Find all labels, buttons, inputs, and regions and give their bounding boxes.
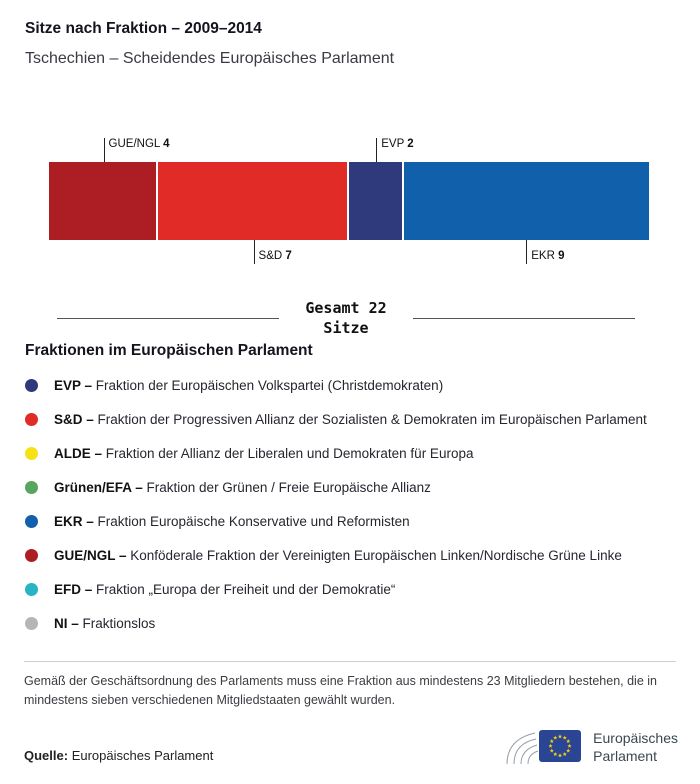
legend-label: S&D – Fraktion der Progressiven Allianz der Sozialisten & Demokraten im Europäischen Parlament <box>54 411 647 427</box>
label-connector <box>526 240 527 264</box>
legend-label: ALDE – Fraktion der Allianz der Liberalen und Demokraten für Europa <box>54 445 474 461</box>
legend-item <box>25 504 685 538</box>
page-subtitle: Tschechien – Scheidendes Europäisches Parlament <box>25 50 395 67</box>
legend-label: EKR – Fraktion Europäische Konservative und Reformisten <box>54 513 410 529</box>
legend-item <box>25 538 685 572</box>
legend-dot <box>25 583 38 596</box>
legend-item <box>25 572 685 606</box>
segment-label: EKR 9 <box>531 250 565 262</box>
segment-label: S&D 7 <box>258 250 292 262</box>
label-connector <box>254 240 255 264</box>
bar-segment-evp[interactable] <box>349 162 404 240</box>
legend-dot <box>25 549 38 562</box>
label-connector <box>376 138 377 162</box>
segment-label: GUE/NGL 4 <box>108 138 170 150</box>
legend-dot <box>25 515 38 528</box>
divider-line-right <box>413 318 635 319</box>
legend-dot <box>25 447 38 460</box>
legend-item <box>25 436 685 470</box>
legend-label: NI – Fraktionslos <box>54 615 156 631</box>
legend-item <box>25 606 685 640</box>
bar-segment-ekr[interactable] <box>404 162 649 240</box>
source-line <box>24 748 213 763</box>
legend-list <box>25 368 685 640</box>
legend-dot <box>25 413 38 426</box>
source-text: Europäisches Parlament <box>71 748 214 763</box>
legend-label: EVP – Fraktion der Europäischen Volkspartei (Christdemokraten) <box>54 377 444 393</box>
logo-text <box>593 729 678 765</box>
segment-label: EVP 2 <box>381 138 414 150</box>
total-seats-line1: Gesamt 22 <box>305 299 387 317</box>
legend-item <box>25 368 685 402</box>
bar-segment-gue-ngl[interactable] <box>49 162 158 240</box>
ep-logo <box>505 726 678 768</box>
legend-dot <box>25 379 38 392</box>
total-seats-line2: Sitze <box>323 319 369 338</box>
chart-area <box>49 124 649 276</box>
label-connector <box>104 138 105 162</box>
legend-item <box>25 402 685 436</box>
hemicycle-arcs-icon <box>507 733 538 764</box>
logo-text-line1: Europäisches <box>593 729 678 746</box>
total-seats-block <box>25 298 675 339</box>
legend-label: Grünen/EFA – Fraktion der Grünen / Freie Europäische Allianz <box>54 479 431 495</box>
legend-label: EFD – Fraktion „Europa der Freiheit und der Demokratie“ <box>54 581 396 597</box>
stacked-bar <box>49 162 649 240</box>
legend-dot <box>25 481 38 494</box>
eu-flag-icon <box>505 726 585 768</box>
total-seats-label <box>279 298 412 339</box>
legend-dot <box>25 617 38 630</box>
bar-segment-s-d[interactable] <box>158 162 349 240</box>
legend-heading: Fraktionen im Europäischen Parlament <box>25 342 313 359</box>
page-title: Sitze nach Fraktion – 2009–2014 <box>25 20 262 37</box>
source-label: Quelle: <box>24 748 69 763</box>
footnote-divider <box>24 661 676 662</box>
footnote-text: Gemäß der Geschäftsordnung des Parlaments muss eine Fraktion aus mindestens 23 Mitgliedern bestehen, die in mindestens sieben verschiedenen Mitgliedstaaten gewählt wurden. <box>24 674 657 707</box>
legend-item <box>25 470 685 504</box>
logo-text-line2: Parlament <box>593 748 657 764</box>
divider-line-left <box>57 318 279 319</box>
legend-label: GUE/NGL – Konföderale Fraktion der Vereinigten Europäischen Linken/Nordische Grüne Linke <box>54 547 622 563</box>
